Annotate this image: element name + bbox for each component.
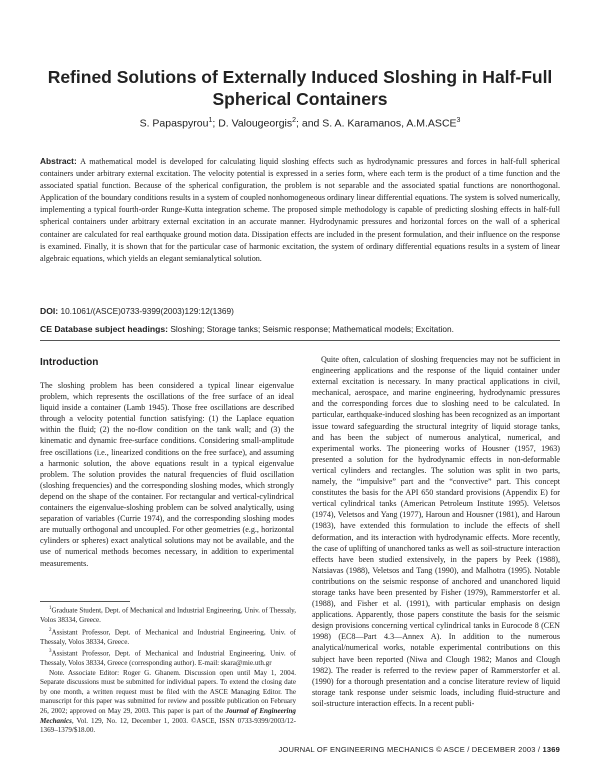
footnote-3-marker: 3 [49, 649, 52, 655]
intro-paragraph-1: The sloshing problem has been considered a typical linear eigenvalue problem, which represents the oscillations of the free surface of an ideal liquid inside a container (Lamb 1945). Those free oscillations are described through a velocity potential function satisfying: (1) the Laplace equation within the fluid; (2) the no-flow condition on the tank wall; and (3) the kinematic and dynamic free-surface conditions. Considering small-amplitude free oscillations (i.e., linearized conditions on the free surface), and assuming a harmonic solution, the above equations result in a typical eigenvalue problem. The solution provides the natural frequencies of fluid oscillation (sloshing frequencies) and the corresponding sloshing modes, which strongly depend on the shape of the container. For rectangular and vertical-cylindrical containers the eigenvalue-sloshing problem can be solved analytically, using separation of variables (Currie 1974), and the corresponding sloshing modes are mutually orthogonal and uncoupled. For other geometries (e.g., horizontal cylinders or spheres) exact analytical solutions may not be available, and the use of numerical methods becomes necessary, in addition to experimental measurements. [40, 381, 294, 568]
paper-title: Refined Solutions of Externally Induced Sloshing in Half-Full Spherical Containers [47, 67, 553, 109]
right-column [312, 354, 560, 709]
footnote-2-marker: 2 [49, 627, 52, 633]
footer-journal: JOURNAL OF ENGINEERING MECHANICS © ASCE / DECEMBER 2003 / [278, 745, 543, 754]
author-3-affil: 3 [456, 117, 461, 124]
author-1-affil: 1 [208, 117, 213, 124]
footnotes [40, 604, 296, 736]
page-footer [279, 745, 561, 754]
journal-name: Journal of Engineering Mechanics [40, 707, 296, 725]
subject-label: CE Database subject headings: [40, 324, 168, 334]
doi-line [40, 306, 560, 316]
abstract-label: Abstract: [40, 156, 77, 166]
footnote-1-marker: 1 [49, 606, 52, 611]
abstract [40, 155, 560, 265]
doi-value[interactable]: 10.1061/(ASCE)0733-9399(2003)129:12(1369) [60, 306, 234, 316]
page-number: 1369 [542, 745, 560, 754]
section-heading-introduction: Introduction [40, 357, 99, 368]
author-2-affil: 2 [292, 117, 297, 124]
subject-value: Sloshing; Storage tanks; Seismic response; Mathematical models; Excitation. [170, 324, 454, 334]
footnote-3 [40, 647, 296, 669]
footnote-1 [40, 604, 296, 626]
editorial-note-citation: , Vol. 129, No. 12, December 1, 2003. ©ASCE, ISSN 0733-9399/2003/12-1369–1379/$18.00. [40, 716, 296, 735]
abstract-text: A mathematical model is developed for calculating liquid sloshing effects such as hydrodynamic pressures and forces in half-full spherical containers under arbitrary external excitation. The velocity potential is expressed in a series form, where each term is the product of a time function and the associated spatial function. Because of the spherical configuration, the problem is not separable and the associated spatial functions are nonorthogonal. Application of the boundary conditions results in a system of coupled nonhomogeneous ordinary linear differential equations. The system is solved numerically, implementing a typical fourth-order Runge-Kutta integration scheme. The proposed simple methodology is capable of predicting sloshing effects in half-full spherical containers under arbitrary external excitation in an accurate manner. Hydrodynamic pressures and horizontal forces on the wall of a spherical container are calculated for real earthquake ground motion data. Dissipation effects are included in the present formulation, and their influence on the response is examined. Finally, it is shown that for the particular case of harmonic excitation, the system of ordinary differential equations results in a system of linear algebraic equations, which yields an elegant semianalytical solution. [40, 157, 560, 263]
footnote-2 [40, 626, 296, 648]
author-1: S. Papaspyrou [139, 117, 209, 130]
editorial-note-text: Note. Associate Editor: Roger G. Ghanem. Discussion open until May 1, 2004. Separate discussions must be submitted for individual papers. To extend the closing date by one month, a written request must be filed with the ASCE Managing Editor. The manuscript for this paper was submitted for review and possible publication on February 26, 2002; approved on May 29, 2003. This paper is part of the [40, 668, 296, 716]
editorial-note [40, 669, 296, 736]
doi-label: DOI: [40, 306, 59, 316]
author-2: ; D. Valougeorgis [212, 117, 293, 130]
footnote-3-text: Assistant Professor, Dept. of Mechanical and Industrial Engineering, Univ. of Thessaly, Volos 38334, Greece (corresponding author). E-mail: skara@mie.uth.gr [40, 649, 296, 668]
subject-headings [40, 324, 560, 334]
section-divider [40, 340, 560, 341]
left-column [40, 380, 294, 569]
footnote-2-text: Assistant Professor, Dept. of Mechanical and Industrial Engineering, Univ. of Thessaly, Volos 38334, Greece. [40, 627, 296, 646]
footnote-1-text: Graduate Student, Dept. of Mechanical and Industrial Engineering, Univ. of Thessaly, Volos 38334, Greece. [40, 606, 296, 624]
author-3: ; and S. A. Karamanos, A.M.ASCE [296, 117, 457, 130]
author-line [40, 117, 560, 130]
intro-paragraph-2: Quite often, calculation of sloshing frequencies may not be sufficient in engineering applications and the response of the liquid container under external excitation is necessary. In many practical applications in civil, mechanical, aerospace, and marine engineering, hydrodynamic pressures and the corresponding forces due to sloshing need to be calculated. In particular, earthquake-induced sloshing has been recognized as an important issue toward safeguarding the structural integrity of liquid storage tanks, and has been the subject of numerous analytical, numerical, and experimental works. The pioneering works of Housner (1957, 1963) presented a solution for the hydrodynamic effects in non-deformable vertical cylinders and rectangles. The solution was split in two parts, namely, the “impulsive” part and the “convective” part. This concept constitutes the basis for the API 650 standard provisions (Appendix E) for vertical cylindrical tanks (American Petroleum Institute 1995). Veletsos (1974), Veletsos and Yang (1977), Haroun and Housner (1981), and Haroun (1983), have extended this formulation to include the effects of shell deformation, and its interaction with hydrodynamic effects. More recently, the case of uplifting of unanchored tanks as well as soil-structure interaction effects have been studied extensively, in the papers by Peek (1988), Natsiavas (1988), Veletsos and Tang (1990), and Malhotra (1995). Notable contributions on the seismic response of anchored and unanchored liquid storage tanks have been presented by Fisher (1979), Rammerstorfer et al. (1988), and Fisher et al. (1991), with particular emphasis on design applications. Apparently, those papers constitute the basis for the seismic design provisions concerning vertical cylindrical tanks in Eurocode 8 (CEN 1998) (EC8—Part 4.3—Annex A). In addition to the numerous analytical/numerical works, notable experimental contributions on this subject have been reported (Niwa and Clough 1982; Manos and Clough 1982). The reader is referred to the review paper of Rammerstorfer et al. (1990) for a thorough presentation and a concise literature review of liquid storage tank response under seismic loads, including fluid-structure and soil-structure interaction effects. In a recent publi- [312, 355, 560, 708]
footnote-divider [40, 601, 130, 602]
